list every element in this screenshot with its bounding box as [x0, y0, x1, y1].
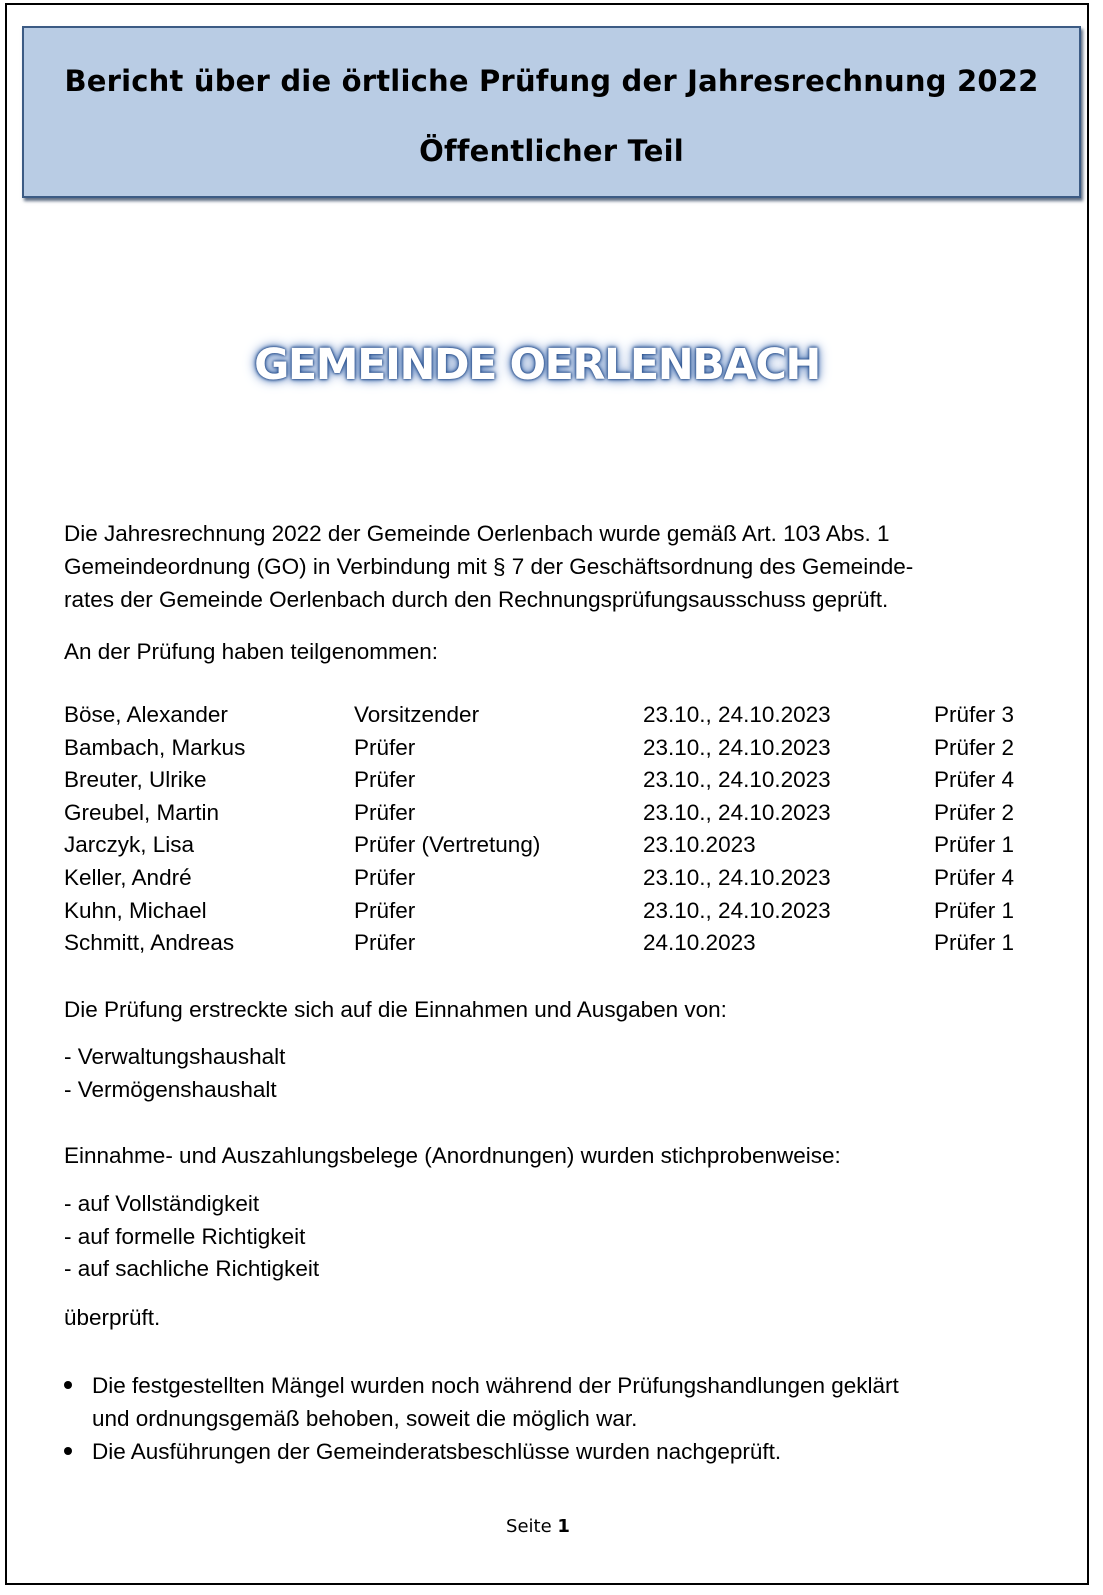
- checks-outro: überprüft.: [64, 1305, 161, 1330]
- participants-intro: An der Prüfung haben teilgenommen:: [64, 639, 438, 664]
- page-footer: [0, 1516, 1076, 1537]
- findings-list: [64, 1369, 1024, 1468]
- list-item: - Vermögenshaushalt: [64, 1076, 277, 1102]
- report-title: Bericht über die örtliche Prüfung der Jahresrechnung 2022: [64, 64, 1039, 98]
- participant-row: [64, 927, 1024, 960]
- intro-line: Die Jahresrechnung 2022 der Gemeinde Oerlenbach wurde gemäß Art. 103 Abs. 1: [64, 521, 890, 546]
- participant-name: Breuter, Ulrike: [64, 767, 207, 793]
- participant-role: Prüfer: [354, 897, 416, 923]
- participant-role: Prüfer: [354, 930, 416, 956]
- participant-group: Prüfer 3: [934, 702, 1015, 727]
- finding-line: Die Ausführungen der Gemeinderatsbeschlüsse wurden nachgeprüft.: [92, 1439, 782, 1464]
- participant-group: Prüfer 2: [934, 734, 1015, 760]
- intro-line: rates der Gemeinde Oerlenbach durch den Rechnungsprüfungsausschuss geprüft.: [64, 587, 889, 612]
- participant-role: Prüfer: [354, 799, 416, 825]
- participant-row: [64, 732, 1024, 765]
- participant-dates: 23.10., 24.10.2023: [643, 767, 831, 793]
- finding-item: [64, 1369, 1024, 1435]
- participant-group: Prüfer 4: [934, 864, 1015, 890]
- finding-line: Die festgestellten Mängel wurden noch während der Prüfungshandlungen geklärt: [92, 1373, 899, 1398]
- participant-name: Kuhn, Michael: [64, 897, 207, 923]
- participant-dates: 23.10., 24.10.2023: [643, 864, 831, 890]
- list-item: - auf formelle Richtigkeit: [64, 1223, 306, 1249]
- participant-role: Prüfer: [354, 734, 416, 760]
- participant-group: Prüfer 1: [934, 897, 1015, 923]
- participant-role: Prüfer (Vertretung): [354, 832, 541, 858]
- page-number: 1: [557, 1516, 570, 1537]
- participant-dates: 24.10.2023: [643, 930, 756, 956]
- checks-intro: Einnahme- und Auszahlungsbelege (Anordnungen) wurden stichprobenweise:: [64, 1143, 841, 1168]
- participant-role: Prüfer: [354, 767, 416, 793]
- report-subtitle: Öffentlicher Teil: [419, 134, 684, 168]
- header-box: [22, 26, 1081, 198]
- checks-list: [64, 1188, 319, 1286]
- participant-group: Prüfer 2: [934, 799, 1015, 825]
- participant-row: [64, 699, 1024, 732]
- bullet-icon: [64, 1381, 72, 1389]
- participant-dates: 23.10., 24.10.2023: [643, 734, 831, 760]
- participant-name: Bambach, Markus: [64, 734, 246, 760]
- participant-name: Böse, Alexander: [64, 702, 228, 727]
- scope-list: [64, 1041, 285, 1106]
- participant-group: Prüfer 1: [934, 832, 1015, 858]
- participant-dates: 23.10.2023: [643, 832, 756, 858]
- participant-group: Prüfer 4: [934, 767, 1015, 793]
- intro-paragraph: [64, 517, 1024, 616]
- page-label: Seite: [506, 1516, 558, 1537]
- participant-dates: 23.10., 24.10.2023: [643, 702, 831, 727]
- participant-row: [64, 895, 1024, 928]
- participant-name: Greubel, Martin: [64, 799, 220, 825]
- municipality-heading: GEMEINDE OERLENBACH: [254, 340, 820, 390]
- participant-row: [64, 764, 1024, 797]
- participant-name: Keller, André: [64, 864, 192, 890]
- participant-dates: 23.10., 24.10.2023: [643, 799, 831, 825]
- finding-line: und ordnungsgemäß behoben, soweit die möglich war.: [92, 1406, 638, 1431]
- participant-row: [64, 862, 1024, 895]
- participant-dates: 23.10., 24.10.2023: [643, 897, 831, 923]
- list-item: - auf Vollständigkeit: [64, 1191, 260, 1216]
- list-item: - auf sachliche Richtigkeit: [64, 1256, 320, 1282]
- participants-table: [64, 699, 1024, 960]
- bullet-icon: [64, 1447, 72, 1455]
- participant-name: Schmitt, Andreas: [64, 930, 235, 956]
- participant-row: [64, 797, 1024, 830]
- list-item: - Verwaltungshaushalt: [64, 1044, 286, 1069]
- participant-role: Vorsitzender: [354, 702, 480, 727]
- participant-row: [64, 829, 1024, 862]
- scope-intro: Die Prüfung erstreckte sich auf die Einnahmen und Ausgaben von:: [64, 997, 727, 1022]
- intro-line: Gemeindeordnung (GO) in Verbindung mit § 7 der Geschäftsordnung des Gemeinde-: [64, 554, 914, 579]
- participant-name: Jarczyk, Lisa: [64, 832, 195, 858]
- participant-group: Prüfer 1: [934, 930, 1015, 956]
- finding-item: [64, 1435, 1024, 1468]
- participant-role: Prüfer: [354, 864, 416, 890]
